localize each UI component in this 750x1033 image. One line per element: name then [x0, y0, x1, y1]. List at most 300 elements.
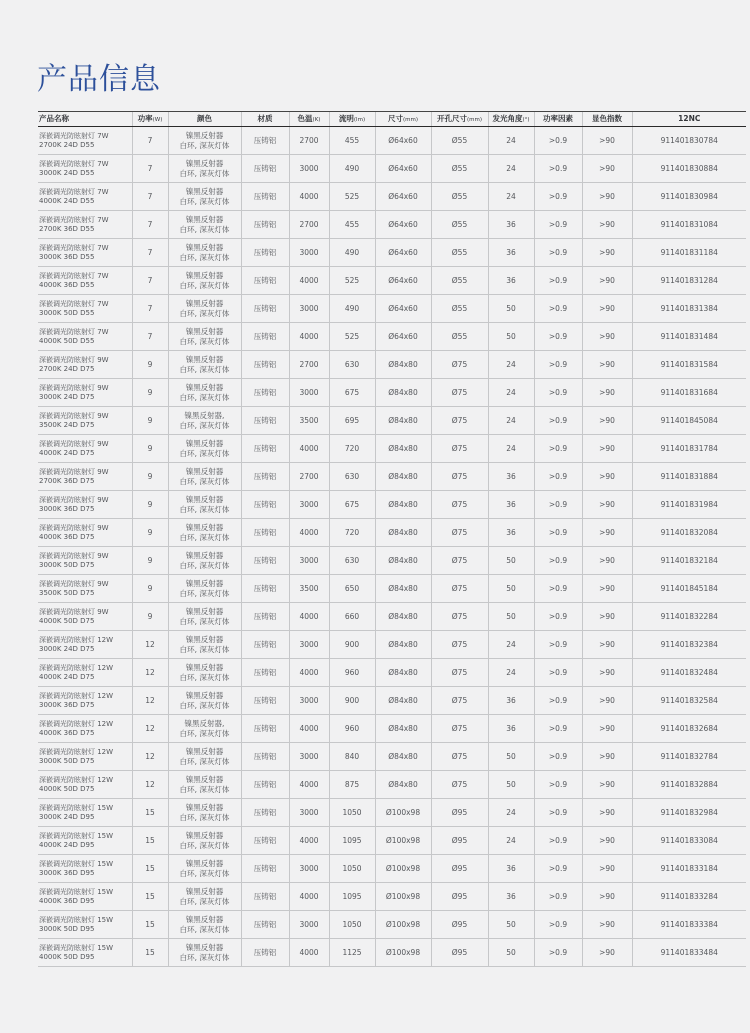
header-unit: (K) [312, 116, 321, 123]
cell-color1-text: 镍黑反射器 [185, 495, 224, 504]
cell-nc-text: 911401833184 [660, 864, 718, 873]
cell-cct [289, 547, 329, 575]
header-unit: (°) [522, 116, 530, 123]
cell-material [241, 715, 289, 743]
cell-color1-text: 镍黑反射器 [185, 467, 224, 476]
cell-power [132, 463, 168, 491]
cell-nc-text: 911401831184 [660, 248, 718, 257]
cell-cri [582, 435, 632, 463]
page-title: 产品信息 [37, 62, 161, 97]
cell-power [132, 547, 168, 575]
cell-lumen [329, 323, 375, 351]
cell-pf [534, 491, 582, 519]
cell-cct [289, 939, 329, 967]
cell-name1-text: 深嵌调光防眩射灯 9W [39, 552, 109, 560]
col-cct-header [289, 112, 329, 127]
cell-size-text: Ø64x60 [388, 192, 418, 201]
cell-material [241, 295, 289, 323]
cell-nc-text: 911401831884 [660, 472, 718, 481]
cell-pf [534, 127, 582, 155]
cell-color2-text: 白环, 深灰灯体 [179, 560, 230, 570]
cell-nc [632, 603, 746, 631]
cell-color [168, 575, 241, 603]
cell-name1-text: 深嵌调光防眩射灯 12W [39, 776, 114, 784]
cell-lumen [329, 127, 375, 155]
cell-cutout [431, 715, 488, 743]
cell-pf [534, 155, 582, 183]
cell-lumen [329, 631, 375, 659]
cell-color2-text: 白环, 深灰灯体 [179, 644, 230, 654]
cell-color1-text: 镍黑反射器 [185, 327, 224, 336]
cell-color [168, 267, 241, 295]
cell-angle-text: 50 [506, 612, 516, 621]
cell-nc [632, 939, 746, 967]
cell-cct [289, 295, 329, 323]
cell-color1-text: 镍黑反射器 [185, 551, 224, 560]
cell-cri [582, 463, 632, 491]
cell-pf-text: >0.9 [548, 612, 568, 621]
cell-color [168, 631, 241, 659]
cell-color2-text: 白环, 深灰灯体 [179, 420, 230, 430]
cell-cct-text: 4000 [299, 836, 319, 845]
cell-name [38, 827, 132, 855]
cell-material [241, 631, 289, 659]
cell-pf-text: >0.9 [548, 276, 568, 285]
cell-pf [534, 547, 582, 575]
table-row [38, 491, 746, 519]
cell-color [168, 547, 241, 575]
cell-angle-text: 50 [506, 332, 516, 341]
cell-angle [488, 687, 534, 715]
cell-color1-text: 镍黑反射器 [185, 243, 224, 252]
cell-material-text: 压铸铝 [253, 696, 277, 705]
cell-angle-text: 24 [506, 640, 516, 649]
cell-cct-text: 2700 [299, 136, 319, 145]
cell-nc-text: 911401831584 [660, 360, 718, 369]
cell-pf [534, 323, 582, 351]
cell-cct-text: 3000 [299, 864, 319, 873]
cell-power [132, 939, 168, 967]
cell-cri-text: >90 [599, 528, 615, 537]
cell-color1-text: 镍黑反射器 [185, 299, 224, 308]
cell-lumen-text: 900 [344, 640, 360, 649]
cell-cct-text: 3500 [299, 416, 319, 425]
cell-size-text: Ø100x98 [385, 948, 421, 957]
cell-cct-text: 3000 [299, 752, 319, 761]
cell-color1-text: 镍黑反射器 [185, 803, 224, 812]
cell-angle-text: 36 [506, 892, 516, 901]
cell-lumen [329, 659, 375, 687]
cell-color [168, 211, 241, 239]
cell-name2-text: 3000K 36D D55 [39, 252, 95, 261]
cell-name2-text: 3000K 36D D75 [39, 700, 95, 709]
cell-cct-text: 4000 [299, 724, 319, 733]
cell-color1-text: 镍黑反射器 [185, 355, 224, 364]
cell-size [375, 771, 431, 799]
cell-material [241, 463, 289, 491]
cell-name1-text: 深嵌调光防眩射灯 15W [39, 860, 114, 868]
cell-angle [488, 715, 534, 743]
cell-cri-text: >90 [599, 584, 615, 593]
cell-cutout-text: Ø75 [451, 612, 468, 621]
cell-lumen-text: 1125 [342, 948, 362, 957]
header-unit: (W) [152, 116, 163, 123]
cell-angle-text: 36 [506, 276, 516, 285]
cell-cutout-text: Ø75 [451, 528, 468, 537]
cell-nc-text: 911401831984 [660, 500, 718, 509]
header-label: 发光角度 [492, 113, 523, 123]
cell-size [375, 687, 431, 715]
cell-pf [534, 631, 582, 659]
cell-cct-text: 3000 [299, 696, 319, 705]
header-unit: (lm) [353, 116, 366, 123]
cell-size [375, 603, 431, 631]
cell-cri [582, 799, 632, 827]
cell-color [168, 603, 241, 631]
cell-size-text: Ø84x80 [388, 556, 418, 565]
cell-pf [534, 939, 582, 967]
col-cri-header [582, 112, 632, 127]
cell-pf [534, 211, 582, 239]
cell-cutout-text: Ø55 [451, 220, 468, 229]
cell-size-text: Ø84x80 [388, 724, 418, 733]
cell-name2-text: 3000K 50D D95 [39, 924, 95, 933]
cell-power [132, 323, 168, 351]
cell-cutout-text: Ø75 [451, 668, 468, 677]
cell-nc [632, 687, 746, 715]
cell-lumen [329, 715, 375, 743]
cell-angle [488, 211, 534, 239]
cell-cutout [431, 295, 488, 323]
cell-cri-text: >90 [599, 556, 615, 565]
table-row [38, 855, 746, 883]
cell-color2-text: 白环, 深灰灯体 [179, 196, 230, 206]
cell-pf [534, 799, 582, 827]
cell-nc-text: 911401832684 [660, 724, 718, 733]
cell-color2-text: 白环, 深灰灯体 [179, 784, 230, 794]
cell-size-text: Ø64x60 [388, 276, 418, 285]
cell-color1-text: 镍黑反射器, [184, 719, 225, 728]
cell-nc-text: 911401833484 [660, 948, 718, 957]
cell-material [241, 855, 289, 883]
cell-color1-text: 镍黑反射器 [185, 131, 224, 140]
header-label: 开孔尺寸 [436, 113, 467, 123]
cell-name2-text: 4000K 50D D95 [39, 952, 95, 961]
cell-cutout-text: Ø95 [451, 836, 468, 845]
cell-nc-text: 911401832284 [660, 612, 718, 621]
cell-lumen [329, 743, 375, 771]
cell-cct [289, 407, 329, 435]
cell-power [132, 911, 168, 939]
cell-cri [582, 575, 632, 603]
header-unit: (mm) [402, 116, 418, 123]
cell-cri [582, 659, 632, 687]
cell-size [375, 239, 431, 267]
cell-cct-text: 4000 [299, 780, 319, 789]
cell-nc [632, 127, 746, 155]
header-label: 尺寸 [387, 113, 403, 123]
cell-cct-text: 4000 [299, 668, 319, 677]
cell-color [168, 855, 241, 883]
cell-color [168, 463, 241, 491]
cell-material-text: 压铸铝 [253, 640, 277, 649]
cell-power [132, 855, 168, 883]
col-product-name-header [38, 112, 132, 127]
cell-cutout-text: Ø75 [451, 556, 468, 565]
cell-angle [488, 659, 534, 687]
cell-pf-text: >0.9 [548, 584, 568, 593]
cell-cri [582, 323, 632, 351]
cell-color [168, 883, 241, 911]
cell-angle [488, 855, 534, 883]
cell-nc-text: 911401831784 [660, 444, 718, 453]
cell-name2-text: 3000K 24D D55 [39, 168, 95, 177]
cell-cri [582, 127, 632, 155]
cell-color2-text: 白环, 深灰灯体 [179, 168, 230, 178]
cell-cct-text: 2700 [299, 472, 319, 481]
cell-angle-text: 50 [506, 948, 516, 957]
cell-name [38, 687, 132, 715]
cell-name2-text: 4000K 36D D75 [39, 728, 95, 737]
cell-power-text: 12 [145, 780, 155, 789]
cell-nc [632, 295, 746, 323]
cell-nc-text: 911401833384 [660, 920, 718, 929]
cell-pf-text: >0.9 [548, 892, 568, 901]
cell-pf-text: >0.9 [548, 808, 568, 817]
cell-name2-text: 3000K 50D D75 [39, 756, 95, 765]
cell-name2-text: 3000K 36D D95 [39, 868, 95, 877]
cell-size [375, 883, 431, 911]
cell-pf-text: >0.9 [548, 528, 568, 537]
cell-name [38, 799, 132, 827]
cell-size [375, 267, 431, 295]
cell-pf-text: >0.9 [548, 220, 568, 229]
cell-power [132, 687, 168, 715]
cell-pf-text: >0.9 [548, 864, 568, 873]
cell-color2-text: 白环, 深灰灯体 [179, 476, 230, 486]
cell-color1-text: 镍黑反射器 [185, 607, 224, 616]
cell-nc-text: 911401832784 [660, 752, 718, 761]
cell-color1-text: 镍黑反射器 [185, 439, 224, 448]
cell-angle-text: 24 [506, 360, 516, 369]
cell-cct [289, 575, 329, 603]
cell-lumen [329, 883, 375, 911]
cell-name1-text: 深嵌调光防眩射灯 9W [39, 384, 109, 392]
cell-material-text: 压铸铝 [253, 808, 277, 817]
cell-nc-text: 911401832884 [660, 780, 718, 789]
cell-name [38, 183, 132, 211]
cell-pf [534, 435, 582, 463]
cell-nc [632, 407, 746, 435]
cell-name2-text: 3000K 50D D75 [39, 560, 95, 569]
table-header-row [38, 112, 746, 127]
cell-cutout-text: Ø55 [451, 164, 468, 173]
cell-cri [582, 743, 632, 771]
cell-cri-text: >90 [599, 752, 615, 761]
cell-lumen-text: 695 [344, 416, 360, 425]
cell-name [38, 463, 132, 491]
cell-pf [534, 603, 582, 631]
cell-name2-text: 3500K 50D D75 [39, 588, 95, 597]
cell-pf-text: >0.9 [548, 948, 568, 957]
cell-cri [582, 939, 632, 967]
cell-pf [534, 771, 582, 799]
table-row [38, 631, 746, 659]
cell-lumen-text: 490 [344, 248, 360, 257]
cell-color1-text: 镍黑反射器 [185, 915, 224, 924]
cell-name1-text: 深嵌调光防眩射灯 9W [39, 580, 109, 588]
cell-nc-text: 911401831084 [660, 220, 718, 229]
cell-cri-text: >90 [599, 920, 615, 929]
cell-cri-text: >90 [599, 136, 615, 145]
header-label: 材质 [257, 113, 273, 123]
col-power-header [132, 112, 168, 127]
cell-material [241, 659, 289, 687]
cell-size-text: Ø84x80 [388, 528, 418, 537]
cell-power [132, 603, 168, 631]
cell-cutout [431, 155, 488, 183]
cell-power [132, 295, 168, 323]
cell-nc [632, 519, 746, 547]
cell-angle-text: 36 [506, 500, 516, 509]
cell-color2-text: 白环, 深灰灯体 [179, 868, 230, 878]
cell-cutout [431, 211, 488, 239]
cell-nc-text: 911401833084 [660, 836, 718, 845]
cell-size-text: Ø100x98 [385, 920, 421, 929]
cell-size-text: Ø100x98 [385, 836, 421, 845]
cell-size [375, 211, 431, 239]
cell-material-text: 压铸铝 [253, 892, 277, 901]
cell-power-text: 7 [147, 136, 153, 145]
cell-size [375, 939, 431, 967]
cell-color2-text: 白环, 深灰灯体 [179, 364, 230, 374]
cell-angle [488, 519, 534, 547]
cell-name [38, 855, 132, 883]
cell-color [168, 659, 241, 687]
cell-power-text: 9 [147, 528, 153, 537]
cell-cri-text: >90 [599, 416, 615, 425]
cell-nc [632, 323, 746, 351]
cell-size-text: Ø84x80 [388, 612, 418, 621]
cell-size [375, 799, 431, 827]
cell-name1-text: 深嵌调光防眩射灯 15W [39, 888, 114, 896]
cell-cutout [431, 799, 488, 827]
cell-cri [582, 155, 632, 183]
cell-material-text: 压铸铝 [253, 360, 277, 369]
cell-nc-text: 911401832984 [660, 808, 718, 817]
cell-power [132, 771, 168, 799]
cell-pf [534, 407, 582, 435]
cell-angle-text: 50 [506, 584, 516, 593]
cell-cutout-text: Ø95 [451, 892, 468, 901]
cell-name1-text: 深嵌调光防眩射灯 9W [39, 440, 109, 448]
cell-color2-text: 白环, 深灰灯体 [179, 280, 230, 290]
cell-cutout [431, 603, 488, 631]
cell-color1-text: 镍黑反射器 [185, 635, 224, 644]
table-row [38, 827, 746, 855]
cell-material-text: 压铸铝 [253, 136, 277, 145]
cell-lumen [329, 911, 375, 939]
cell-material-text: 压铸铝 [253, 920, 277, 929]
cell-lumen-text: 1050 [342, 864, 362, 873]
cell-power [132, 659, 168, 687]
cell-cri-text: >90 [599, 836, 615, 845]
cell-nc [632, 883, 746, 911]
cell-nc [632, 435, 746, 463]
cell-power [132, 239, 168, 267]
cell-cutout [431, 239, 488, 267]
cell-color [168, 911, 241, 939]
cell-nc [632, 491, 746, 519]
cell-angle [488, 547, 534, 575]
cell-pf-text: >0.9 [548, 192, 568, 201]
cell-angle-text: 36 [506, 724, 516, 733]
cell-cri [582, 883, 632, 911]
cell-cri-text: >90 [599, 864, 615, 873]
cell-lumen [329, 351, 375, 379]
cell-cri-text: >90 [599, 444, 615, 453]
table-row [38, 575, 746, 603]
cell-lumen [329, 239, 375, 267]
cell-material-text: 压铸铝 [253, 948, 277, 957]
cell-pf [534, 687, 582, 715]
header-label: 流明 [338, 113, 354, 123]
cell-name [38, 491, 132, 519]
cell-name2-text: 4000K 24D D95 [39, 840, 95, 849]
cell-cri-text: >90 [599, 948, 615, 957]
cell-nc [632, 659, 746, 687]
cell-angle [488, 239, 534, 267]
cell-material [241, 239, 289, 267]
cell-pf-text: >0.9 [548, 136, 568, 145]
cell-size [375, 911, 431, 939]
table-row [38, 771, 746, 799]
cell-angle-text: 50 [506, 304, 516, 313]
cell-lumen [329, 603, 375, 631]
cell-nc [632, 799, 746, 827]
cell-power-text: 15 [145, 864, 155, 873]
cell-cri [582, 407, 632, 435]
cell-material-text: 压铸铝 [253, 276, 277, 285]
cell-cct [289, 491, 329, 519]
cell-size [375, 491, 431, 519]
cell-name2-text: 4000K 36D D55 [39, 280, 95, 289]
cell-material [241, 547, 289, 575]
cell-name [38, 379, 132, 407]
cell-angle [488, 743, 534, 771]
cell-name2-text: 3000K 36D D75 [39, 504, 95, 513]
cell-color1-text: 镍黑反射器 [185, 859, 224, 868]
cell-power [132, 407, 168, 435]
cell-cutout-text: Ø75 [451, 360, 468, 369]
cell-name2-text: 4000K 50D D55 [39, 336, 95, 345]
cell-power-text: 9 [147, 360, 153, 369]
cell-material-text: 压铸铝 [253, 472, 277, 481]
cell-size [375, 547, 431, 575]
cell-color2-text: 白环, 深灰灯体 [179, 252, 230, 262]
cell-cutout [431, 183, 488, 211]
cell-size-text: Ø64x60 [388, 304, 418, 313]
cell-angle-text: 24 [506, 192, 516, 201]
cell-cutout-text: Ø95 [451, 864, 468, 873]
cell-cutout-text: Ø75 [451, 388, 468, 397]
cell-cct [289, 463, 329, 491]
cell-cct-text: 3000 [299, 500, 319, 509]
cell-cutout [431, 883, 488, 911]
cell-name1-text: 深嵌调光防眩射灯 7W [39, 272, 109, 280]
cell-nc-text: 911401831284 [660, 276, 718, 285]
cell-cct [289, 659, 329, 687]
